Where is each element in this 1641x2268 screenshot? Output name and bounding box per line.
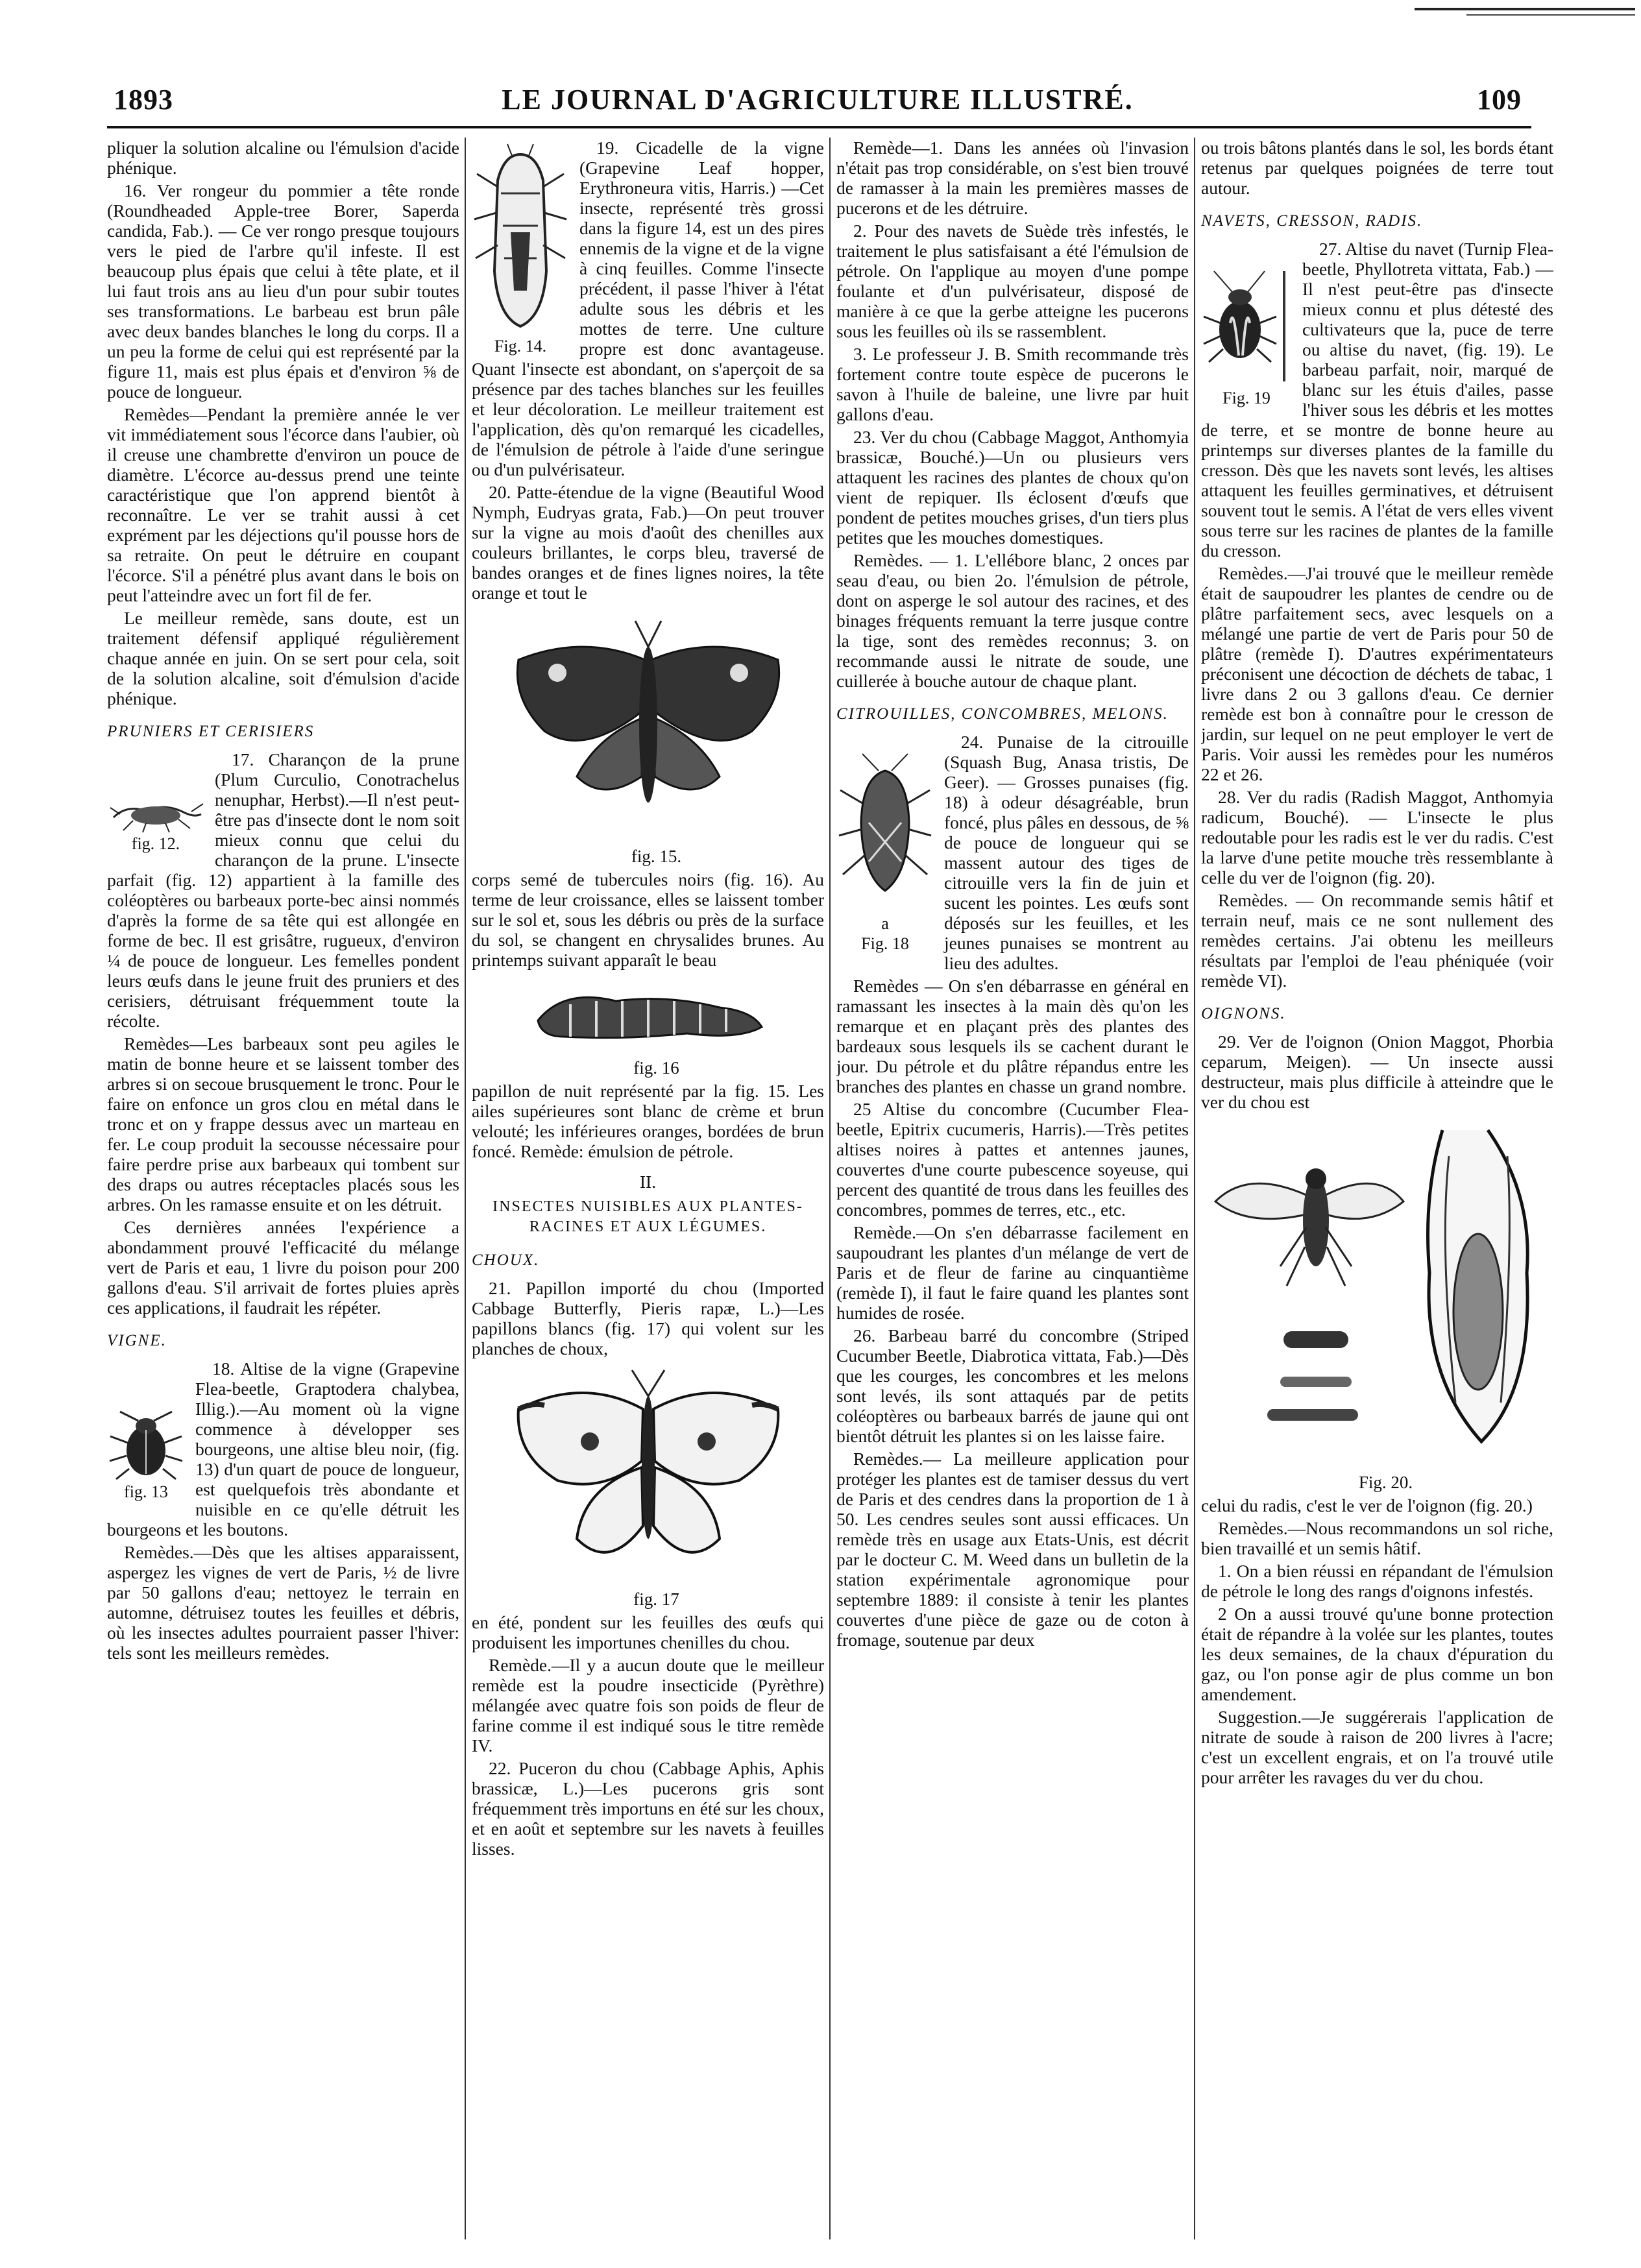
paragraph: 2 On a aussi trouvé qu'une bonne protection était de répandre à la volée sur les plantes, toutes les deux semaines, de la chaux d'épuration du gaz, ou l'on ponse agir de plus comme un bon amendement. — [1201, 1604, 1553, 1704]
curculio-illustration — [107, 795, 204, 834]
paragraph-remedes-23: Remèdes. — 1. L'ellébore blanc, 2 onces par seau d'eau, ou bien 2o. l'émulsion de pétrole, dont on asperge le sol autour des racines, et des binages fréquents remuant la terre jusque contre la tige, sont des remèdes reconnus; 3. on recommande aussi le nitrate de soude, une cuillerée à bouche autour de chaque plant. — [836, 550, 1189, 691]
section-heading-choux: CHOUX. — [472, 1251, 540, 1269]
paragraph: corps semé de tubercules noirs (fig. 16). Au terme de leur croissance, elles se laissent tomber sur le sol et, sous les débris ou près de la surface du sol, se changent en chrysalides brunes. Au printemps suivant apparaît le beau — [472, 869, 824, 970]
header-rule — [107, 126, 1531, 128]
flea-beetle-illustration — [107, 1410, 185, 1482]
journal-title: LE JOURNAL D'AGRICULTURE ILLUSTRÉ. — [502, 84, 1134, 115]
top-rule-thin — [1466, 14, 1635, 16]
squash-bug-illustration — [836, 751, 934, 913]
paragraph-remede-25: Remède.—On s'en débarrasse facilement en saupoudrant les plantes d'un mélange de vert de Paris et de fleur de farine au cinquantième (remède I), il faut le faire quand les plantes sont humides de rosée. — [836, 1222, 1189, 1323]
paragraph-16: 16. Ver rongeur du pommier a tête ronde (Roundheaded Apple-tree Borer, Saperda candida, Fab.). — Ce ver rongo presque toujours vers le pied de l'arbre qu'il infeste. Il est beaucoup plus épais que celui à tête plate, et il lui faut trois ans au lieu d'un pour subir toutes ses transformations. Le barbeau est brun pâle avec deux bandes blanches le long du corps. Il a un peu la forme de celui qui est représenté par la figure 11, mais est plus épais et d'environ ⅝ de pouce de longueur. — [107, 180, 459, 402]
figure-13-caption: fig. 13 — [124, 1482, 168, 1501]
page-number: 109 — [1477, 84, 1522, 115]
column-rule-2 — [829, 138, 831, 2239]
paragraph-remedes-16: Remèdes—Pendant la première année le ver vit immédiatement sous l'écorce dans l'aubier, où il creuse une chambrette d'environ un pouce de diamètre. L'écorce au-dessus prend une teinte caractéristique que l'on apprend bientôt à reconnaître. Le ver se trahit aussi à cet exprément par les déjections qu'il pousse hors de sa retraite. On peut le détruire en coupant l'écorce. S'il a pénétré plus avant dans le bois on peut l'atteindre avec un fort fil de fer. — [107, 404, 459, 605]
paragraph-remede-22: Remède—1. Dans les années où l'invasion n'était pas trop considérable, on s'est bien trouvé de ramasser à la main les premières masses de pucerons et de les détruire. — [836, 138, 1189, 218]
section-heading-citrouilles: CITROUILLES, CONCOMBRES, MELONS. — [836, 705, 1169, 723]
figure-14 — [472, 141, 569, 356]
figure-12 — [107, 795, 204, 854]
paragraph-26: 26. Barbeau barré du concombre (Striped Cucumber Beetle, Diabrotica vittata, Fab.)—Dès que les courges, les concombres et les melons sont levés, ils sont attaqués par de petits coléoptères ou barbeaux barrés de jaune qui ont bientôt détruit les plantes si on les laisse faire. — [836, 1325, 1189, 1446]
paragraph-remede-21: Remède.—Il y a aucun doute que le meilleur remède est la poudre insecticide (Pyrèthre) mélangée avec quatre fois son poids de fleur de farine comme il est indiqué sous le titre remède IV. — [472, 1655, 824, 1755]
column-rule-3 — [1194, 138, 1195, 2239]
paragraph-remedes-17: Remèdes—Les barbeaux sont peu agiles le matin de bonne heure et se laissent tomber des arbres si on secoue brusquement le tronc. Pour le faire on enfonce un gros clou en métal dans le tronc et on y frappe dessus avec un marteau en fer. Le coup produit la secousse nécessaire pour faire perdre prise aux barbeaux qui tombent sur des draps ou autres réceptacles placés sous les arbres. On les ramasse ensuite et on les détruit. — [107, 1033, 459, 1214]
paragraph: 1. On a bien réussi en répandant de l'émulsion de pétrole le long des rangs d'oignons infestés. — [1201, 1561, 1553, 1601]
paragraph: Le meilleur remède, sans doute, est un traitement défensif appliqué régulièrement chaque année en juin. On se sert pour cela, soit de la solution alcaline, soit d'émulsion d'acide phénique. — [107, 608, 459, 708]
column-4 — [1201, 138, 1553, 2233]
cabbage-butterfly-illustration — [505, 1364, 791, 1584]
figure-15-caption: fig. 15. — [631, 847, 682, 866]
paragraph: 2. Pour des navets de Suède très infestés, le traitement le plus satisfaisant a été l'émulsion de pétrole. On l'applique au moyen d'une pompe foulante et d'un pulvérisateur, disposé de manière à ce que la gerbe atteigne les pucerons sous les feuilles où ils se rassemblent. — [836, 221, 1189, 341]
paragraph-27: 27. Altise du navet (Turnip Flea-beetle, Phyllotreta vittata, Fab.) — Il n'est peut-être pas d'insecte mieux connu et plus détesté des cultivateurs que la, puce de terre ou altise du navet, (fig. 19). Le barbeau parfait, noir, marqué de blanc sur les étuis d'ailes, passe l'hiver sous les débris et les mottes de terre, et se montre de bonne heure au printemps sur diverses plantes de la famille du cresson. Dès que les navets sont levés, les altises attaquent les feuilles germinatives, et détruisent souvent tout le semis. A l'état de vers elles vivent sous terre sur les racines de plantes de la famille du cresson. — [1201, 239, 1553, 561]
figure-19-caption: Fig. 19 — [1222, 389, 1270, 407]
figure-13 — [107, 1410, 185, 1502]
paragraph-remedes-29: Remèdes.—Nous recommandons un sol riche, bien travaillé et un semis hâtif. — [1201, 1518, 1553, 1558]
paragraph-remedes-28: Remèdes. — On recommande semis hâtif et terrain neuf, mais ce ne sont nullement des remèdes certains. J'ai obtenu les meilleurs résultats par l'emploi de l'eau phéniquée (voir remède VI). — [1201, 890, 1553, 991]
paragraph-suggestion: Suggestion.—Je suggérerais l'application de nitrate de soude à raison de 200 livres à l'acre; c'est un excellent engrais, et on l'a trouvé utile pour arrêter les ravages du ver du chou. — [1201, 1707, 1553, 1787]
paragraph-remedes-18: Remèdes.—Dès que les altises apparaissent, aspergez les vignes de vert de Paris, ½ de livre par 50 gallons d'eau; nettoyez le terrain en automne, détruisez toutes les feuilles et débris, où les insectes adultes pourraient passer l'hiver: tels sont les meilleurs remèdes. — [107, 1542, 459, 1663]
section-heading-pruniers: PRUNIERS ET CERISIERS — [107, 723, 315, 740]
turnip-flea-beetle-illustration — [1201, 265, 1292, 388]
paragraph-remedes-24: Remèdes — On s'en débarrasse en général en ramassant les insectes à la main dès qu'on les remarque et en plaçant près des plantes des bardeaux sous lesquels ils se cachent durant le jour. Du pétrole et du plâtre répandus entre les branches des plantes en chasse un grand nombre. — [836, 976, 1189, 1096]
paragraph-22: 22. Puceron du chou (Cabbage Aphis, Aphis brassicæ, L.)—Les pucerons gris sont fréquemment très importuns en été sur les choux, et en août et septembre sur les navets à feuilles lisses. — [472, 1758, 824, 1859]
paragraph-18: 18. Altise de la vigne (Grapevine Flea-beetle, Graptodera chalybea, Illig.).—Au moment où la vigne commence à développer ses bourgeons, une altise bleu noir, (fig. 13) d'un quart de pouce de longueur, est quelquefois très abondante et nuisible en ce qu'elle détruit les bourgeons et les boutons. — [107, 1358, 459, 1539]
paragraph: en été, pondent sur les feuilles des œufs qui produisent les importunes chenilles du chou. — [472, 1612, 824, 1652]
figure-16-caption: fig. 16 — [633, 1058, 679, 1078]
page-header — [114, 83, 1522, 122]
figure-18-caption: Fig. 18 — [861, 934, 909, 953]
caterpillar-illustration — [525, 975, 772, 1053]
paragraph-29: 29. Ver de l'oignon (Onion Maggot, Phorbia ceparum, Meigen). — Un insecte aussi destructeur, mais plus difficile à atteindre que le ver du chou est — [1201, 1031, 1553, 1112]
paragraph-20: 20. Patte-étendue de la vigne (Beautiful Wood Nymph, Eudryas grata, Fab.)—On peut trouver sur la vigne au mois d'août des chenilles aux couleurs brillantes, le corps bleu, traversé de bandes oranges et de fines lignes noires, la tête orange et tout le — [472, 482, 824, 603]
wood-nymph-moth-illustration — [505, 608, 791, 841]
leafhopper-illustration — [472, 141, 569, 336]
paragraph-25: 25 Altise du concombre (Cucumber Flea-beetle, Epitrix cucumeris, Harris).—Très petites altises noires à pattes et antennes jaunes, couvertes d'une courte pubescence soyeuse, qui percent des quantité de trous dans les feuilles des concombres, pommes de terres, etc., etc. — [836, 1099, 1189, 1220]
paragraph-remedes-26: Remèdes.— La meilleure application pour protéger les plantes est de tamiser dessus du vert de Paris et des cendres dans la proportion de 1 à 50. Les cendres seules sont aussi efficaces. Un remède très en usage aux Etats-Unis, est décrit par le docteur C. M. Weed dans un bulletin de la station expérimentale agronomique pour septembre 1889: il consiste à tenir les plantes couvertes d'une pièce de gaze ou de coton à fromage, soutenue par deux — [836, 1449, 1189, 1650]
top-rule — [1415, 8, 1635, 10]
figure-12-caption: fig. 12. — [131, 834, 180, 853]
figure-19 — [1201, 265, 1292, 408]
paragraph: pliquer la solution alcaline ou l'émulsion d'acide phénique. — [107, 138, 459, 178]
figure-20-caption: Fig. 20. — [1358, 1473, 1413, 1492]
onion-maggot-illustration — [1209, 1117, 1546, 1467]
column-2 — [472, 138, 824, 2233]
figure-18 — [836, 751, 934, 954]
figure-14-caption: Fig. 14. — [494, 337, 547, 356]
paragraph-28: 28. Ver du radis (Radish Maggot, Anthomyia radicum, Bouché). — L'insecte le plus redoutable pour les radis est le ver du radis. C'est la larve d'une petite mouche très ressemblante à celle du ver de l'oignon (fig. 20). — [1201, 787, 1553, 887]
header-year: 1893 — [114, 84, 173, 115]
section-heading-vigne: VIGNE. — [107, 1332, 167, 1349]
paragraph-remedes-27: Remèdes.—J'ai trouvé que le meilleur remède était de saupoudrer les plantes de cendre ou de plâtre parfaitement secs, avec lesquels on a mélangé une partie de vert de Paris pour 50 de plâtre (remède I). D'autres expérimentateurs préconisent une décoction de déchets de tabac, 1 livre dans 2 ou 3 gallons d'eau. Ce dernier remède est bon à connaître pour le cresson de jardin, sur lequel on ne peut employer le vert de Paris. Voir aussi les remèdes pour les numéros 22 et 26. — [1201, 563, 1553, 784]
paragraph-24: 24. Punaise de la citrouille (Squash Bug, Anasa tristis, De Geer). — Grosses punaises (fig. 18) à odeur désagréable, brun foncé, plus pâles en dessous, de ⅝ de pouce de longueur qui se massent autour des tiges de citrouille vers la fin de juin et sucent les pointes. Les œufs sont déposés sur les feuilles, et les jeunes punaises se montrent au lieu des adultes. — [944, 732, 1189, 973]
section-title-insectes: INSECTES NUISIBLES AUX PLANTES-RACINES ET AUX LÉGUMES. — [492, 1198, 803, 1235]
paragraph-19: 19. Cicadelle de la vigne (Grapevine Leaf hopper, Erythroneura vitis, Harris.) —Cet insecte, représenté très grossi dans la figure 14, est un des pires ennemis de la vigne et de la vigne à cinq feuilles. Comme l'insecte précédent, il passe l'hiver à l'état adulte sous les débris et les mottes de terre. Une culture propre est donc avantageuse. Quant l'insecte est abondant, on s'aperçoit de sa présence par des taches blanches sur les feuilles et leur décoloration. Le meilleur traitement est l'application, dès qu'on remarqué les cicadelles, de l'émulsion de pétrole à l'aide d'une seringue ou d'un pulvérisateur. — [472, 138, 824, 479]
paragraph-17: 17. Charançon de la prune (Plum Curculio, Conotrachelus nenuphar, Herbst).—Il n'est peut-être pas d'insecte dont le nom soit mieux connu que celui du charançon de la prune. L'insecte parfait (fig. 12) appartient à la famille des coléoptères ou barbeaux porte-bec ainsi nommés d'après la forme de sa tête qui est allongée en forme de bec. Il est grisâtre, rugueux, d'environ ¼ de pouce de longueur. Les femelles pondent leurs œufs dans le jeune fruit des pruniers et des cerisiers, détruisant fréquemment toute la récolte. — [107, 749, 459, 1031]
paragraph: 3. Le professeur J. B. Smith recommande très fortement contre toute espèce de pucerons le savon à l'huile de baleine, une livre par huit gallons d'eau. — [836, 344, 1189, 424]
section-heading-navets: NAVETS, CRESSON, RADIS. — [1201, 212, 1423, 230]
paragraph: Ces dernières années l'expérience a abondamment prouvé l'efficacité du mélange vert de Paris et eau, 1 livre du poison pour 200 gallons d'eau. S'il arrivait de fortes pluies après ces applications, il faudrait les répéter. — [107, 1217, 459, 1318]
column-3 — [836, 138, 1189, 2233]
paragraph: ou trois bâtons plantés dans le sol, les bords étant retenus par quelques poignées de terre tout autour. — [1201, 138, 1553, 198]
column-1 — [107, 138, 459, 2233]
section-heading-oignons: OIGNONS. — [1201, 1005, 1286, 1022]
figure-18-label-a: a — [881, 914, 889, 933]
paragraph: papillon de nuit représenté par la fig. 15. Les ailes supérieures sont blanc de crème et brun velouté; les inférieures oranges, bordées de brun foncé. Remède: émulsion de pétrole. — [472, 1081, 824, 1161]
figure-17-caption: fig. 17 — [633, 1589, 679, 1609]
paragraph-23: 23. Ver du chou (Cabbage Maggot, Anthomyia brassicæ, Bouché.)—Un ou plusieurs vers attaquent les racines des plantes de choux qu'on vient de repiquer. Ils éclosent d'œufs que pondent de petites mouches grises, d'un tiers plus petites que les mouches domestiques. — [836, 427, 1189, 548]
paragraph: celui du radis, c'est le ver de l'oignon (fig. 20.) — [1201, 1495, 1533, 1515]
section-number: II. — [639, 1172, 657, 1192]
paragraph-21: 21. Papillon importé du chou (Imported Cabbage Butterfly, Pieris rapæ, L.)—Les papillons blancs (fig. 17) qui volent sur les planches de choux, — [472, 1278, 824, 1358]
column-rule-1 — [465, 138, 466, 2239]
